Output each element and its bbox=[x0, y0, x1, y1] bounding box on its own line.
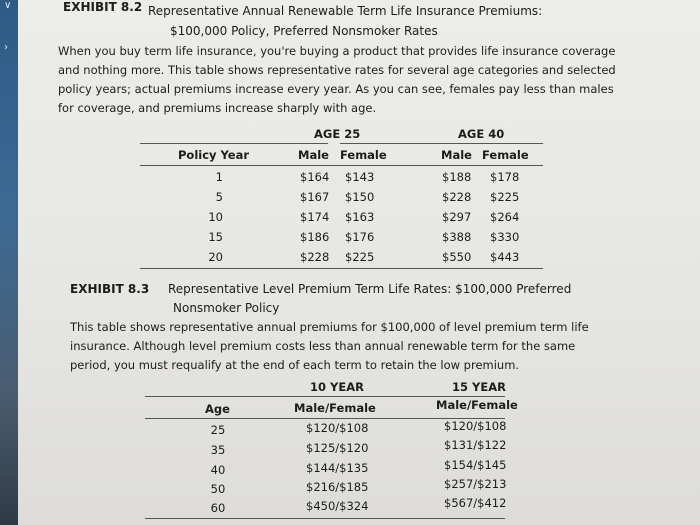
column-header-ten-year-male-female: Male/Female bbox=[294, 401, 376, 415]
table-rule-top bbox=[340, 143, 543, 144]
age-25-group-header: AGE 25 bbox=[314, 127, 361, 141]
table-cell: $443 bbox=[490, 250, 520, 264]
exhibit-8-3-label: EXHIBIT 8.3 bbox=[70, 282, 150, 296]
column-header-policy-year: Policy Year bbox=[178, 148, 250, 162]
age-40-group-header: AGE 40 bbox=[458, 127, 505, 141]
table-cell: $164 bbox=[300, 170, 330, 184]
table-rule-top bbox=[145, 396, 505, 397]
column-header-male: Male bbox=[441, 148, 472, 162]
table-cell-age: 25 bbox=[210, 423, 226, 437]
exhibit-8-3-title-line2: Nonsmoker Policy bbox=[173, 301, 280, 315]
table-cell-year: 20 bbox=[208, 250, 223, 264]
column-header-female: Female bbox=[340, 148, 387, 162]
column-header-female: Female bbox=[482, 148, 529, 162]
exhibit-8-2-title-line2: $100,000 Policy, Preferred Nonsmoker Rates bbox=[170, 24, 438, 38]
table-cell: $176 bbox=[345, 230, 375, 244]
table-rule-header bbox=[140, 165, 543, 166]
table-cell-year: 15 bbox=[208, 230, 223, 244]
table-cell-year: 5 bbox=[215, 190, 223, 204]
table-cell: $143 bbox=[345, 170, 375, 184]
exhibit-8-3-paragraph: This table shows representative annual premiums for $100,000 of level premium term life insurance. Although level premium costs less than annual renewable term for the same period, you must requalify at the end of each term to retain the low premium. bbox=[70, 320, 589, 372]
table-cell: $131/$122 bbox=[444, 438, 507, 452]
table-cell: $120/$108 bbox=[444, 419, 507, 433]
table-cell: $216/$185 bbox=[306, 480, 369, 494]
table-cell: $297 bbox=[442, 210, 472, 224]
table-cell: $264 bbox=[490, 210, 520, 224]
fifteen-year-group-header: 15 YEAR bbox=[452, 380, 506, 394]
table-rule-bottom bbox=[145, 518, 505, 519]
table-cell-age: 40 bbox=[210, 463, 226, 477]
table-cell-year: 1 bbox=[215, 170, 223, 184]
column-header-male: Male bbox=[298, 148, 329, 162]
table-cell: $163 bbox=[345, 210, 375, 224]
column-header-age: Age bbox=[205, 402, 230, 416]
table-cell: $388 bbox=[442, 230, 472, 244]
exhibit-8-2-paragraph: When you buy term life insurance, you're buying a product that provides life insurance coverage and nothing more. This table shows representative rates for several age categories and selected policy years; actual premiums increase every year. As you can see, females pay less than males for coverage, and premiums increase sharply with age. bbox=[58, 44, 616, 115]
table-cell: $567/$412 bbox=[444, 496, 507, 510]
table-cell: $178 bbox=[490, 170, 520, 184]
table-cell-age: 50 bbox=[210, 482, 226, 496]
table-cell: $167 bbox=[300, 190, 330, 204]
table-cell: $125/$120 bbox=[306, 441, 369, 455]
table-cell: $257/$213 bbox=[444, 477, 507, 491]
table-cell: $550 bbox=[442, 250, 472, 264]
table-cell: $225 bbox=[345, 250, 375, 264]
chevron-right-icon[interactable]: › bbox=[4, 42, 8, 53]
table-cell-year: 10 bbox=[208, 210, 223, 224]
table-cell: $225 bbox=[490, 190, 520, 204]
chevron-down-icon[interactable]: ∨ bbox=[4, 0, 12, 11]
table-cell: $154/$145 bbox=[444, 458, 507, 472]
textbook-page bbox=[18, 0, 700, 525]
table-cell: $188 bbox=[442, 170, 472, 184]
table-rule-top bbox=[140, 143, 328, 144]
exhibit-8-2-title-line1: Representative Annual Renewable Term Life Insurance Premiums: bbox=[148, 4, 543, 18]
table-cell: $144/$135 bbox=[306, 461, 369, 475]
table-cell: $228 bbox=[300, 250, 330, 264]
table-rule-bottom bbox=[140, 268, 543, 269]
exhibit-8-2-label: EXHIBIT 8.2 bbox=[63, 0, 143, 14]
table-cell: $186 bbox=[300, 230, 330, 244]
table-cell: $330 bbox=[490, 230, 520, 244]
exhibit-8-3-title-line1: Representative Level Premium Term Life Rates: $100,000 Preferred bbox=[168, 282, 572, 296]
table-cell: $228 bbox=[442, 190, 472, 204]
column-header-fifteen-year-male-female: Male/Female bbox=[436, 398, 518, 412]
table-cell: $120/$108 bbox=[306, 421, 369, 435]
ten-year-group-header: 10 YEAR bbox=[310, 380, 364, 394]
browser-side-strip bbox=[0, 0, 18, 525]
table-cell: $450/$324 bbox=[306, 499, 369, 513]
table-cell-age: 35 bbox=[210, 443, 226, 457]
table-cell-age: 60 bbox=[210, 501, 226, 515]
table-cell: $174 bbox=[300, 210, 330, 224]
table-cell: $150 bbox=[345, 190, 375, 204]
